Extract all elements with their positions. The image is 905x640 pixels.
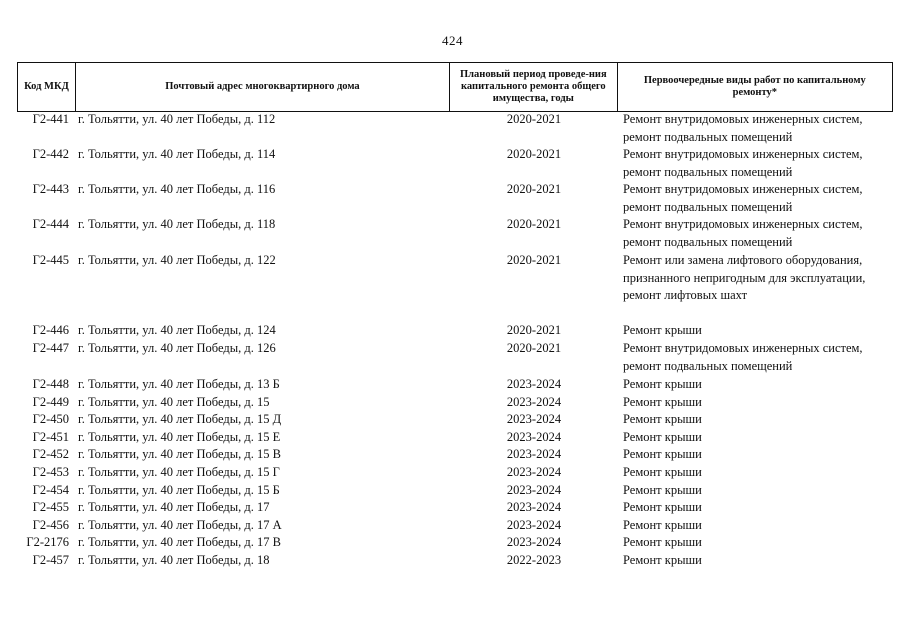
mkd-code: Г2-454 — [32, 482, 69, 497]
period: 2020-2021 — [506, 217, 562, 231]
address: г. Тольятти, ул. 40 лет Победы, д. 114 — [78, 147, 276, 161]
address: г. Тольятти, ул. 40 лет Победы, д. 15 Г — [78, 464, 280, 479]
mkd-code: Г2-445 — [32, 253, 69, 267]
period: 2023-2024 — [506, 482, 562, 497]
works: Ремонт крыши — [623, 552, 702, 567]
table-row — [17, 181, 893, 216]
period: 2023-2024 — [506, 447, 562, 462]
mkd-code: Г2-452 — [32, 447, 69, 462]
address: г. Тольятти, ул. 40 лет Победы, д. 124 — [78, 323, 276, 337]
address: г. Тольятти, ул. 40 лет Победы, д. 15 В — [78, 447, 281, 462]
page-number: 424 — [442, 33, 463, 48]
mkd-code: Г2-450 — [32, 412, 69, 427]
mkd-code: Г2-457 — [32, 552, 69, 567]
table-body — [17, 111, 893, 570]
address: г. Тольятти, ул. 40 лет Победы, д. 18 — [78, 552, 270, 567]
table-row — [17, 340, 893, 376]
address: г. Тольятти, ул. 40 лет Победы, д. 15 Б — [78, 482, 280, 497]
works: Ремонт крыши — [623, 500, 702, 515]
period: 2020-2021 — [506, 112, 562, 126]
period: 2023-2024 — [506, 394, 562, 409]
works: Ремонт внутридомовых инженерных систем, ремонт подвальных помещений — [623, 147, 863, 179]
works: Ремонт внутридомовых инженерных систем, ремонт подвальных помещений — [623, 182, 863, 214]
address: г. Тольятти, ул. 40 лет Победы, д. 126 — [78, 341, 276, 355]
mkd-code: Г2-453 — [32, 464, 69, 479]
period: 2023-2024 — [506, 429, 562, 444]
period: 2023-2024 — [506, 517, 562, 532]
address: г. Тольятти, ул. 40 лет Победы, д. 118 — [78, 217, 276, 231]
works: Ремонт крыши — [623, 323, 702, 337]
period: 2020-2021 — [506, 253, 562, 267]
header-address: Почтовый адрес многоквартирного дома — [76, 63, 450, 111]
address: г. Тольятти, ул. 40 лет Победы, д. 15 — [78, 394, 270, 409]
address: г. Тольятти, ул. 40 лет Победы, д. 112 — [78, 112, 276, 126]
address: г. Тольятти, ул. 40 лет Победы, д. 116 — [78, 182, 276, 196]
table-row — [17, 111, 893, 146]
works: Ремонт внутридомовых инженерных систем, ремонт подвальных помещений — [623, 341, 863, 373]
header-code: Код МКД — [18, 63, 76, 111]
table-row — [17, 376, 893, 394]
works: Ремонт крыши — [623, 447, 702, 462]
table-row — [17, 394, 893, 412]
table-row — [17, 552, 893, 570]
works: Ремонт крыши — [623, 482, 702, 497]
table-row — [17, 464, 893, 482]
period: 2020-2021 — [506, 341, 562, 355]
works: Ремонт крыши — [623, 412, 702, 427]
period: 2023-2024 — [506, 412, 562, 427]
mkd-code: Г2-449 — [32, 394, 69, 409]
address: г. Тольятти, ул. 40 лет Победы, д. 15 Е — [78, 429, 281, 444]
period: 2020-2021 — [506, 147, 562, 161]
works: Ремонт крыши — [623, 464, 702, 479]
mkd-code: Г2-455 — [32, 500, 69, 515]
works: Ремонт внутридомовых инженерных систем, ремонт подвальных помещений — [623, 112, 863, 144]
works: Ремонт крыши — [623, 429, 702, 444]
table-row — [17, 534, 893, 552]
mkd-code: Г2-456 — [32, 517, 69, 532]
mkd-code: Г2-447 — [32, 341, 69, 355]
period: 2020-2021 — [506, 182, 562, 196]
works: Ремонт крыши — [623, 517, 702, 532]
table-row — [17, 499, 893, 517]
table-row — [17, 446, 893, 464]
mkd-code: Г2-442 — [32, 147, 69, 161]
table-row — [17, 216, 893, 252]
mkd-code: Г2-448 — [32, 377, 69, 391]
address: г. Тольятти, ул. 40 лет Победы, д. 17 — [78, 500, 270, 515]
table-row — [17, 517, 893, 535]
works: Ремонт крыши — [623, 394, 702, 409]
table-row — [17, 482, 893, 500]
period: 2023-2024 — [506, 464, 562, 479]
header-period: Плановый период проведе-ния капитального ремонта общего имущества, годы — [450, 63, 618, 111]
address: г. Тольятти, ул. 40 лет Победы, д. 13 Б — [78, 377, 280, 391]
header-works: Первоочередные виды работ по капитальному ремонту* — [643, 75, 866, 98]
mkd-code: Г2-451 — [32, 429, 69, 444]
mkd-code: Г2-444 — [32, 217, 69, 231]
address: г. Тольятти, ул. 40 лет Победы, д. 17 А — [78, 517, 282, 532]
mkd-code: Г2-441 — [32, 112, 69, 126]
table-row — [17, 146, 893, 181]
mkd-code: Г2-446 — [32, 323, 69, 337]
works: Ремонт внутридомовых инженерных систем, ремонт подвальных помещений — [623, 217, 863, 249]
period: 2020-2021 — [506, 323, 562, 337]
mkd-code: Г2-2176 — [26, 535, 69, 550]
table-row — [17, 411, 893, 429]
table-header — [17, 62, 893, 112]
table-row — [17, 252, 893, 322]
works: Ремонт крыши — [623, 535, 702, 550]
period: 2023-2024 — [506, 535, 562, 550]
period: 2023-2024 — [506, 377, 562, 391]
works: Ремонт или замена лифтового оборудования, признанного непригодным для эксплуатации, ремонт лифтовых шахт — [623, 253, 866, 302]
address: г. Тольятти, ул. 40 лет Победы, д. 15 Д — [78, 412, 282, 427]
mkd-code: Г2-443 — [32, 182, 69, 196]
address: г. Тольятти, ул. 40 лет Победы, д. 122 — [78, 253, 276, 267]
table-row — [17, 322, 893, 340]
address: г. Тольятти, ул. 40 лет Победы, д. 17 В — [78, 535, 281, 550]
period: 2023-2024 — [506, 500, 562, 515]
period: 2022-2023 — [506, 552, 562, 567]
works: Ремонт крыши — [623, 377, 702, 391]
table-row — [17, 429, 893, 447]
